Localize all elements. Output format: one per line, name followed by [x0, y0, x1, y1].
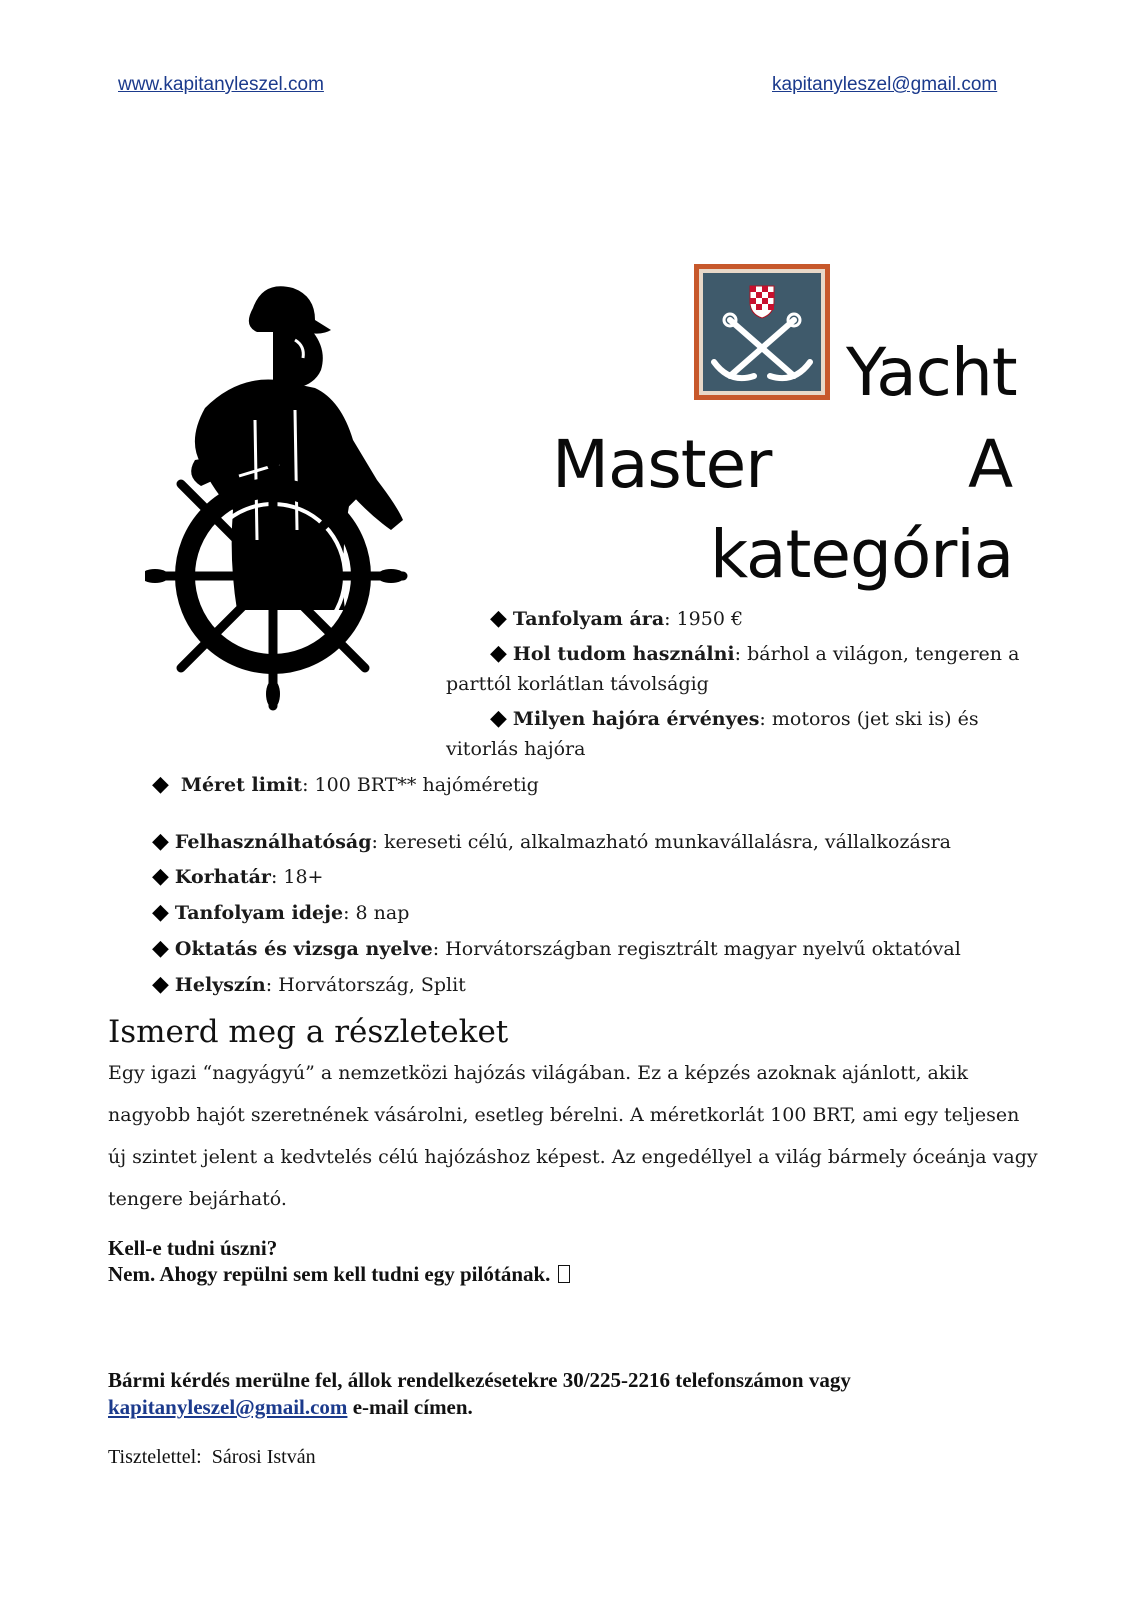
bullet-usage-area: ◆ Hol tudom használni: bárhol a világon, tengeren a [490, 639, 1019, 669]
diamond-bullet-icon: ◆ [152, 864, 169, 889]
diamond-bullet-icon: ◆ [490, 706, 507, 731]
diamond-bullet-icon: ◆ [152, 772, 169, 797]
bullet-duration: ◆ Tanfolyam ideje: 8 nap [152, 898, 409, 928]
diamond-bullet-icon: ◆ [152, 972, 169, 997]
header-email-link[interactable]: kapitanyleszel@gmail.com [772, 74, 998, 95]
details-heading: Ismerd meg a részleteket [108, 1014, 509, 1050]
bullet-age-limit: ◆ Korhatár: 18+ [152, 862, 323, 892]
bullet-boat-type-cont: vitorlás hajóra [446, 738, 586, 760]
title-line-yacht: Yacht [846, 334, 1017, 411]
diamond-bullet-icon: ◆ [152, 829, 169, 854]
title-word-a: A [968, 426, 1013, 503]
bullet-size-limit: ◆ Méret limit: 100 BRT** hajóméretig [152, 770, 539, 800]
bullet-usability: ◆ Felhasználhatóság: kereseti célú, alkalmazható munkavállalásra, vállalkozásra [152, 827, 951, 857]
bullet-price: ◆ Tanfolyam ára: 1950 € [490, 604, 743, 634]
title-line-kategoria: kategória [710, 516, 1014, 593]
contact-email-link[interactable]: kapitanyleszel@gmail.com [108, 1395, 348, 1419]
crossed-anchors-badge-icon [694, 264, 830, 400]
faq-answer [108, 1262, 570, 1287]
diamond-bullet-icon: ◆ [490, 641, 507, 666]
bullet-location: ◆ Helyszín: Horvátország, Split [152, 970, 466, 1000]
website-link[interactable]: www.kapitanyleszel.com [118, 74, 324, 95]
contact-email-line: kapitanyleszel@gmail.com e-mail címen. [108, 1395, 473, 1419]
bullet-usage-area-cont: parttól korlátlan távolságig [446, 673, 709, 695]
faq-answer-text: Nem. Ahogy repülni sem kell tudni egy pilótának. [108, 1262, 556, 1286]
details-paragraph: Egy igazi “nagyágyú” a nemzetközi hajózás világában. Ez a képzés azoknak ajánlott, akik nagyobb hajót szeretnének vásárolni, esetleg bérelni. A méretkorlát 100 BRT, ami egy teljesen új szintet jelent a kedvtelés célú hajózáshoz képest. Az engedéllyel a világ bármely óceánja vagy tengere bejárható. [108, 1062, 1038, 1210]
missing-glyph-icon [558, 1265, 570, 1283]
title-word-master: Master [552, 426, 772, 503]
diamond-bullet-icon: ◆ [152, 900, 169, 925]
bullet-boat-type: ◆ Milyen hajóra érvényes: motoros (jet ski is) és [490, 704, 979, 734]
sailor-at-helm-illustration [145, 280, 415, 720]
signoff: Tisztelettel: Sárosi István [108, 1446, 316, 1468]
bullet-language: ◆ Oktatás és vizsga nyelve: Horvátországban regisztrált magyar nyelvű oktatóval [152, 934, 961, 964]
diamond-bullet-icon: ◆ [152, 936, 169, 961]
contact-line: Bármi kérdés merülne fel, állok rendelkezésetekre 30/225-2216 telefonszámon vagy [108, 1368, 851, 1392]
faq-question: Kell-e tudni úszni? [108, 1236, 278, 1260]
diamond-bullet-icon: ◆ [490, 606, 507, 631]
